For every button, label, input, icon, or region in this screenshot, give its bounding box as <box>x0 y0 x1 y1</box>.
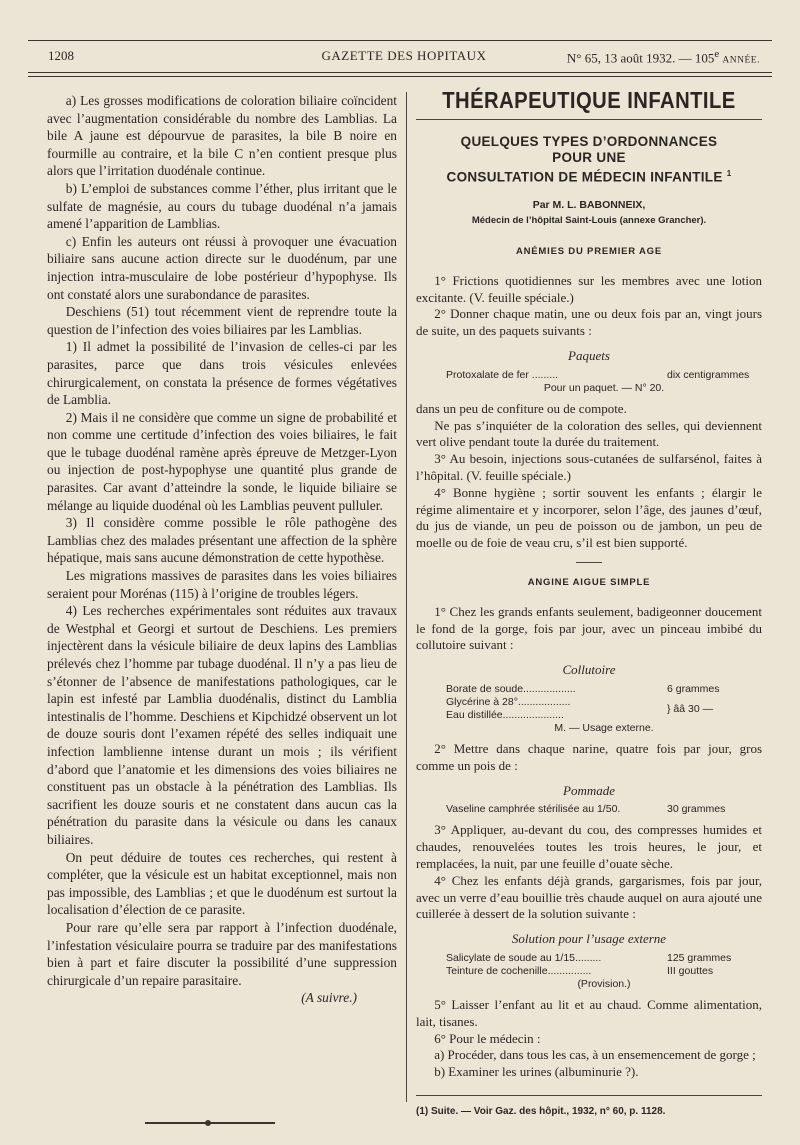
section-rule <box>416 119 762 120</box>
to-be-continued: (A suivre.) <box>301 990 357 1006</box>
separator <box>576 562 602 563</box>
paragraph: 5° Laisser l’enfant au lit et au chaud. Comme alimentation, lait, tisanes. <box>416 997 762 1029</box>
paragraph: Les migrations massives de parasites dans les voies biliaires seraient pour Morénas (115) à l’origine de troubles légers. <box>47 568 397 601</box>
issue-info: N° 65, 13 août 1932. — 105e ANNÉE. <box>566 48 760 66</box>
paragraph: 1° Frictions quotidiennes sur les membres avec une lotion excitante. (V. feuille spéciale.) <box>416 272 762 305</box>
header-bottom-rule <box>28 72 772 73</box>
header-top-rule <box>28 40 772 41</box>
end-ornament <box>145 1122 275 1124</box>
paragraph: Ne pas s’inquiéter de la coloration des selles, qui deviennent vert olive pendant toute la durée du traitement. <box>416 417 762 450</box>
column-divider <box>406 92 407 1102</box>
paragraph: b) Examiner les urines (albuminurie ?). <box>434 1064 639 1080</box>
paragraph: Pour rare qu’elle sera par rapport à l’infection duodénale, l’infestation vésiculaire pourra se traduire par des manifestations bien à part et faire discuter la possibilité d’une suppression chirurgicale d’un repaire parasitaire. <box>47 919 397 988</box>
paragraph: b) L’emploi de substances comme l’éther, plus irritant que le sulfate de magnésie, au cours du tubage duodénal n’a jamais amené l’apparition de Lamblias. <box>47 180 397 232</box>
paragraph: c) Enfin les auteurs ont réussi à provoquer une évacuation biliaire sans aucune action directe sur le duodénum, par une injection intra-musculaire de lobe postérieur d’hypophyse. Ils ont constaté alors une surabondance de parasites. <box>47 233 397 302</box>
paragraph: 1) Il admet la possibilité de l’invasion de celles-ci par les parasites, parce que dans trois vésicules enlevées chirurgicalement, on constata la présence de formes végétatives de Lamblia. <box>47 339 397 408</box>
paragraph: 4° Chez les enfants déjà grands, gargarismes, fois par jour, avec un verre d’eau bouillie très chaude auquel on aura ajouté une cuillerée à dessert de la solution suivante : <box>416 872 762 922</box>
prescription-title: Solution pour l’usage externe <box>511 931 667 947</box>
journal-title: GAZETTE DES HOPITAUX <box>321 48 487 63</box>
paragraph: 3° Au besoin, injections sous-cutanées de sulfarsénol, faites à l’hôpital. (V. feuille spéciale.) <box>416 451 762 484</box>
paragraph: a) Les grosses modifications de coloration biliaire coïncident avec l’augmentation considérable du nombre des Lamblias. La bile A jaune est dépourvue de parasites, la bile B noire en fourmille au contraire, et la bile C n’en contient presque plus alors que l’irritation duodénale continue. <box>47 93 397 179</box>
paragraph: 6° Pour le médecin : <box>434 1030 541 1046</box>
paragraph: Deschiens (51) tout récemment vient de reprendre toute la question de l’infection des voies biliaires par les Lamblias. <box>47 304 397 337</box>
paragraph: 2° Donner chaque matin, une ou deux fois par an, vingt jours de suite, un des paquets suivants : <box>416 306 762 339</box>
paragraph: a) Procéder, dans tous les cas, à un ensemencement de gorge ; <box>434 1047 756 1063</box>
article-title: QUELQUES TYPES D’ORDONNANCES POUR UNE CONSULTATION DE MÉDECIN INFANTILE $^1$ <box>446 133 732 185</box>
subheading-anemies: ANÉMIES DU PREMIER AGE <box>515 246 663 258</box>
footnote-rule <box>416 1095 762 1096</box>
prescription-formula: Borate de soude.................. 6 grammes Glycérine à 28°.................. Eau distillée..................... } ââ 30 — M. — Usage externe. <box>446 683 720 735</box>
page-header <box>48 48 760 68</box>
page-number: 1208 <box>48 48 74 63</box>
paragraph: 2° Mettre dans chaque narine, quatre fois par jour, gros comme un pois de : <box>416 741 762 773</box>
prescription-formula: Vaseline camphrée stérilisée au 1/50. 30 grammes <box>446 803 726 816</box>
subheading-angine: ANGINE AIGUE SIMPLE <box>527 577 651 589</box>
prescription-title: Pommade <box>563 782 615 798</box>
paragraph: 2) Mais il ne considère que comme un signe de probabilité et non comme une certitude d’infection des voies biliaires, le fait que le tubage duodénal ramène après épreuve de Metzger-Lyon ou injection de post-hypophyse une quantité plus grande de parasites. Car avant d’atteindre la sonde, le liquide biliaire se mélange au liquide duodénal où les Lamblias peuvent pulluler. <box>47 409 397 513</box>
affiliation: Médecin de l’hôpital Saint-Louis (annexe Grancher). <box>471 215 707 227</box>
prescription-formula: Salicylate de soude au 1/15......... 125 grammes Teinture de cochenille............... III gouttes (Provision.) <box>446 952 732 990</box>
section-heading: THÉRAPEUTIQUE INFANTILE <box>442 87 736 113</box>
author: Par M. L. BABONNEIX, <box>532 199 646 212</box>
left-column <box>47 92 397 1007</box>
paragraph: dans un peu de confiture ou de compote. <box>416 400 627 416</box>
paragraph: 3° Appliquer, au-devant du cou, des compresses humides et chaudes, renouvelées toutes les trois heures, le jour, et remplacées, la nuit, par une feuille d’ouate sèche. <box>416 822 762 872</box>
prescription-title: Paquets <box>568 348 610 364</box>
footnote: (1) Suite. — Voir Gaz. des hôpit., 1932, n° 60, p. 1128. <box>416 1105 666 1117</box>
paragraph: 1° Chez les grands enfants seulement, badigeonner doucement le fond de la gorge, fois par jour, avec un pinceau imbibé du collutoire suivant : <box>416 603 762 653</box>
prescription-title: Collutoire <box>562 662 616 678</box>
right-column <box>416 87 762 1121</box>
paragraph: 4) Les recherches expérimentales sont réduites aux travaux de Westphal et Georgi et surtout de Deschiens. Les premiers injectèrent dans la vésicule biliaire de deux lapins des Lamblias prélevés chez l’homme par tubage duodénal. Il n’y a pas lieu de s’étonner de l’absence de manifestations pathologiques, car le lapin est infesté par Lamblia duodénalis, distinct du Lamblia intestinalis de l’homme. Deschiens et Kipchidzé observent un lot de douze souris dont l’examen répété des selles indiquait une infection lamblienne intense durant un mois ; ils vérifient d’abord que l’anatomie et les dimensions des voies biliaires ne constituent pas un obstacle à la pénétration des Lamblias. Ils sacrifient les douze souris et ne constatent dans aucun cas la pénétration du parasite dans la vésicule ou dans les canaux biliaires. <box>47 603 397 847</box>
prescription-formula: Protoxalate de fer ......... dix centigrammes Pour un paquet. — N° 20. <box>446 368 750 394</box>
paragraph: 4° Bonne hygiène ; sortir souvent les enfants ; élargir le régime alimentaire et y incorporer, selon l’âge, des jaunes d’œuf, du jus de viande, un peu de poisson ou de jambon, un peu de moelle ou de foie de veau cru, s’il est bien supporté. <box>416 484 762 551</box>
header-bottom-rule-2 <box>28 76 772 77</box>
paragraph: On peut déduire de toutes ces recherches, qui restent à compléter, que la vésicule est un habitat exceptionnel, mais non pas impossible, des Lamblias ; et que le duodénum est surtout la localisation d’élection de ce parasite. <box>47 849 397 918</box>
paragraph: 3) Il considère comme possible le rôle pathogène des Lamblias chez des malades présentant une affection de la sphère hépatique, mais sans aucune démonstration de cette hypothèse. <box>47 515 397 566</box>
